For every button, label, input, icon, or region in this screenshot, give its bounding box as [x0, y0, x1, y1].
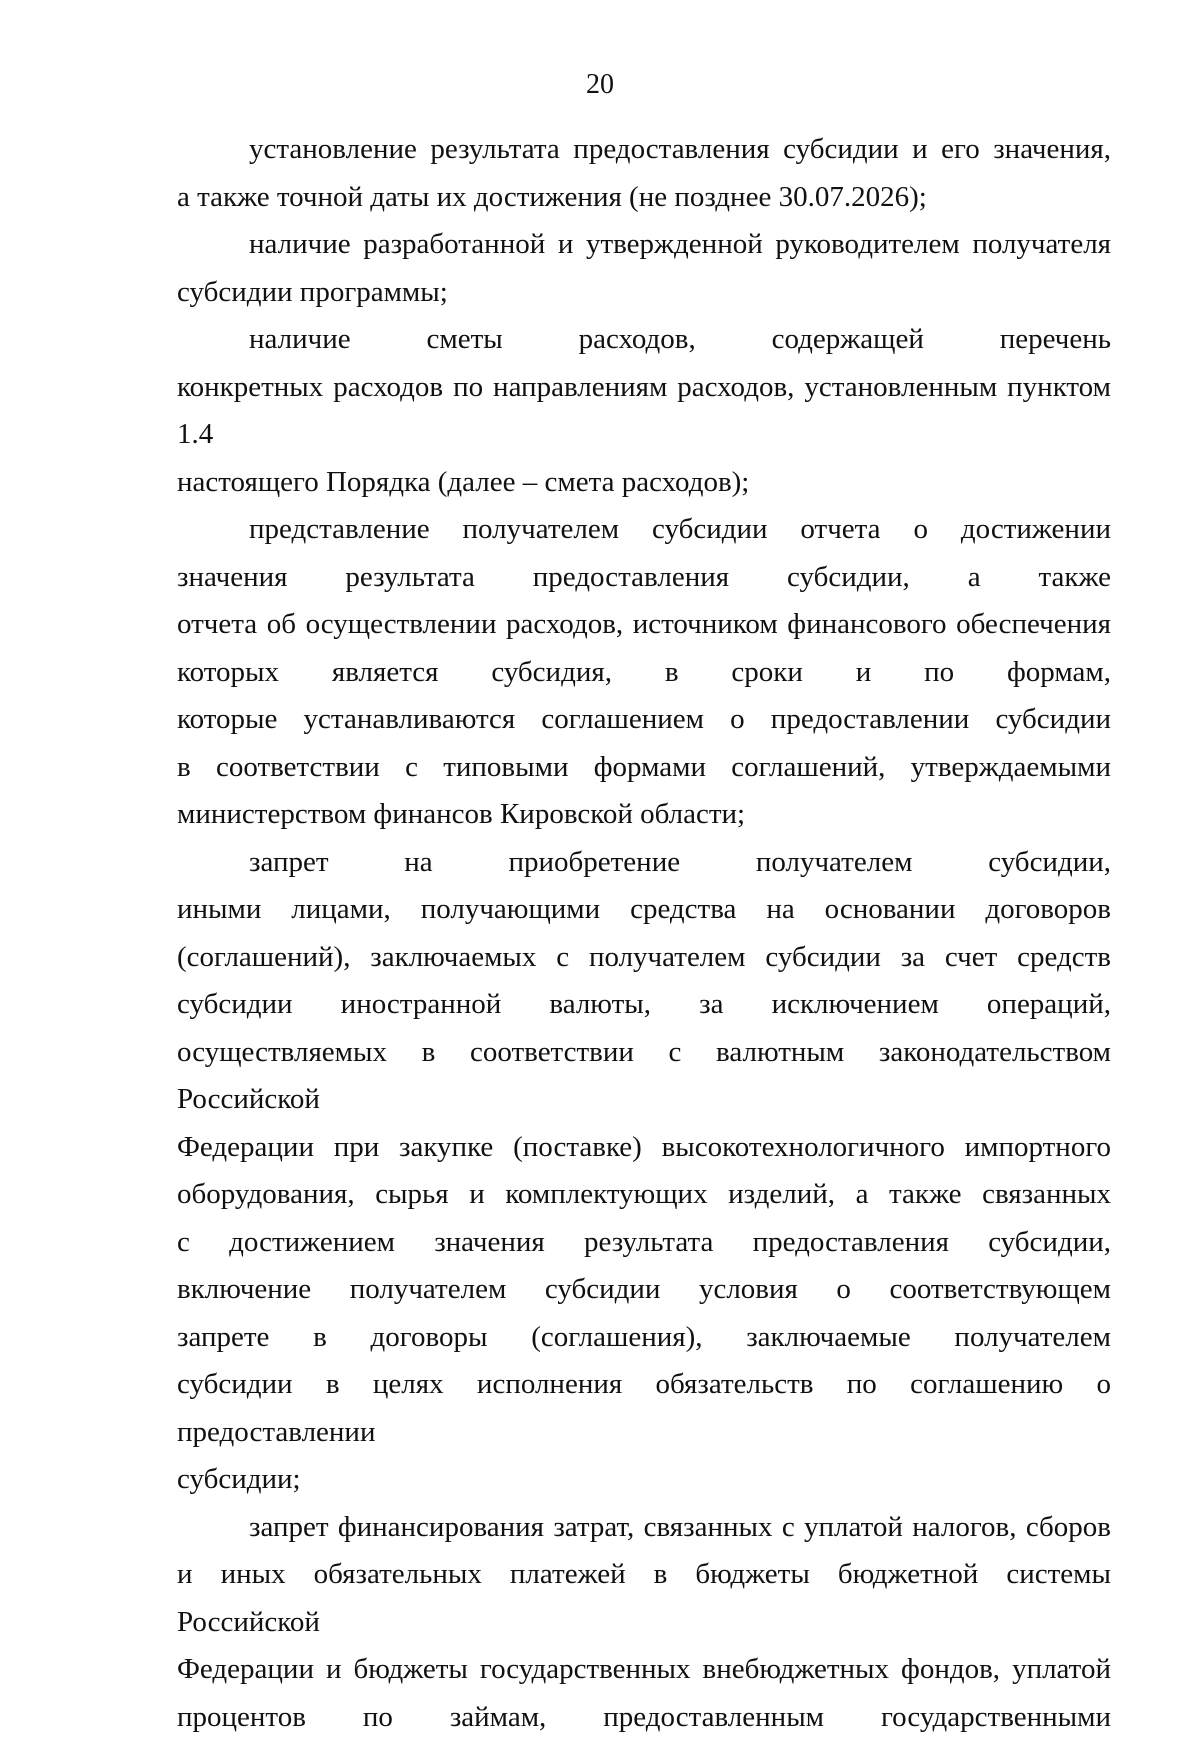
text-line: запрете в договоры (соглашения), заключаемые получателем [177, 1314, 1111, 1362]
text-line: запрет финансирования затрат, связанных с уплатой налогов, сборов [177, 1504, 1111, 1552]
text-line: Федерации и бюджеты государственных внебюджетных фондов, уплатой [177, 1646, 1111, 1694]
text-line: субсидии в целях исполнения обязательств по соглашению о предоставлении [177, 1361, 1111, 1456]
text-line: отчета об осуществлении расходов, источником финансового обеспечения [177, 601, 1111, 649]
text-line: наличие сметы расходов, содержащей перечень [177, 316, 1111, 364]
text-line: в соответствии с типовыми формами соглашений, утверждаемыми [177, 744, 1111, 792]
text-line: (соглашений), заключаемых с получателем субсидии за счет средств [177, 934, 1111, 982]
paragraph-financing-prohibition [177, 1504, 1111, 1741]
text-line: которые устанавливаются соглашением о предоставлении субсидии [177, 696, 1111, 744]
text-line: включение получателем субсидии условия о соответствующем [177, 1266, 1111, 1314]
text-line: представление получателем субсидии отчета о достижении [177, 506, 1111, 554]
text-line: настоящего Порядка (далее – смета расходов); [177, 459, 1111, 507]
text-line: процентов по займам, предоставленным государственными [177, 1694, 1111, 1741]
paragraph-cost-estimate [177, 316, 1111, 506]
text-line: осуществляемых в соответствии с валютным законодательством Российской [177, 1029, 1111, 1124]
text-line: оборудования, сырья и комплектующих изделий, а также связанных [177, 1171, 1111, 1219]
text-line: значения результата предоставления субсидии, а также [177, 554, 1111, 602]
text-line: наличие разработанной и утвержденной руководителем получателя [177, 221, 1111, 269]
paragraph-currency-prohibition [177, 839, 1111, 1504]
text-line: министерством финансов Кировской области; [177, 791, 1111, 839]
text-line: субсидии; [177, 1456, 1111, 1504]
text-line: установление результата предоставления субсидии и его значения, [177, 126, 1111, 174]
text-line: а также точной даты их достижения (не позднее 30.07.2026); [177, 174, 1111, 222]
text-line: иными лицами, получающими средства на основании договоров [177, 886, 1111, 934]
text-line: субсидии иностранной валюты, за исключением операций, [177, 981, 1111, 1029]
text-line: и иных обязательных платежей в бюджеты бюджетной системы Российской [177, 1551, 1111, 1646]
text-line: запрет на приобретение получателем субсидии, [177, 839, 1111, 887]
text-line: с достижением значения результата предоставления субсидии, [177, 1219, 1111, 1267]
text-line: Федерации при закупке (поставке) высокотехнологичного импортного [177, 1124, 1111, 1172]
text-line: которых является субсидия, в сроки и по формам, [177, 649, 1111, 697]
paragraph-reporting [177, 506, 1111, 839]
text-line: субсидии программы; [177, 269, 1111, 317]
text-line: конкретных расходов по направлениям расходов, установленным пунктом 1.4 [177, 364, 1111, 459]
paragraph-result-establishment [177, 126, 1111, 221]
paragraph-program [177, 221, 1111, 316]
page-number: 20 [0, 68, 1200, 102]
document-body [177, 126, 1111, 1741]
